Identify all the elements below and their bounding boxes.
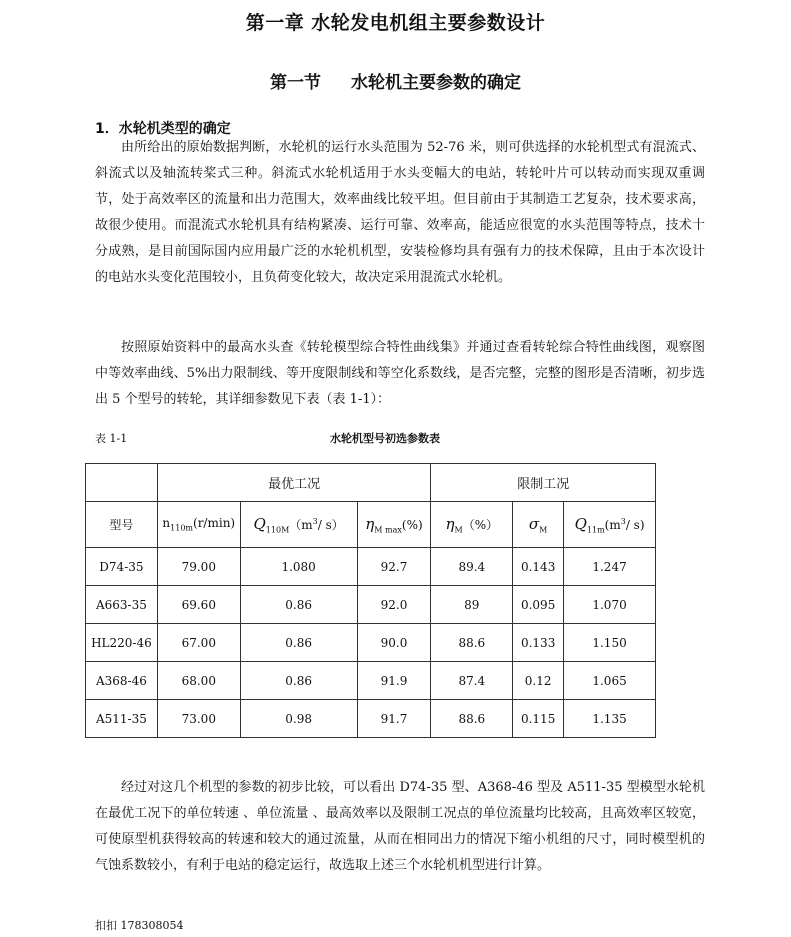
cell-model: D74-35 — [86, 548, 158, 586]
cell-eta-m: 88.6 — [431, 624, 513, 662]
turbine-parameters-table — [85, 463, 656, 738]
section-number: 第一节 — [270, 73, 321, 93]
cell-eta-max: 91.9 — [357, 662, 431, 700]
page-footer-contact: 扣扣 178308054 — [95, 919, 184, 932]
header-optimal-condition: 最优工况 — [157, 464, 431, 502]
cell-eta-m: 88.6 — [431, 700, 513, 738]
cell-n110: 79.00 — [157, 548, 240, 586]
cell-q11: 1.247 — [564, 548, 656, 586]
table-caption: 水轮机型号初选参数表 — [330, 432, 440, 445]
header-limit-efficiency: $\eta_M(\%)$ — [431, 502, 513, 548]
cell-q11: 1.065 — [564, 662, 656, 700]
table-row — [86, 548, 656, 586]
paragraph-selection-method: 按照原始资料中的最高水头查《转轮模型综合特性曲线集》并通过查看转轮综合特性曲线图，观察图中等效率曲线、5%出力限制线、等开度限制线和等空化系数线，是否完整，完整的图形是否清晰，初步选出 5 个型号的转轮，其详细参数见下表（表 1-1）： — [95, 340, 705, 407]
cell-model: A368-46 — [86, 662, 158, 700]
cell-eta-m: 87.4 — [431, 662, 513, 700]
subheading-turbine-type: 1．水轮机类型的确定 — [95, 121, 231, 137]
cell-sigma: 0.143 — [513, 548, 564, 586]
cell-q11: 1.150 — [564, 624, 656, 662]
table-row — [86, 662, 656, 700]
header-blank — [86, 464, 158, 502]
chapter-title: 第一章 水轮发电机组主要参数设计 — [245, 12, 546, 34]
cell-q11: 1.135 — [564, 700, 656, 738]
table-row — [86, 624, 656, 662]
table-row — [86, 700, 656, 738]
cell-model: HL220-46 — [86, 624, 158, 662]
cell-model: A663-35 — [86, 586, 158, 624]
header-cavitation-coefficient: $\sigma_M$ — [513, 502, 564, 548]
cell-q110: 0.86 — [240, 586, 357, 624]
cell-sigma: 0.133 — [513, 624, 564, 662]
header-model: 型号 — [86, 502, 158, 548]
section-title — [0, 68, 791, 93]
cell-eta-m: 89 — [431, 586, 513, 624]
paragraph-comparison-conclusion: 经过对这几个机型的参数的初步比较，可以看出 D74-35 型、A368-46 型及 A511-35 型模型水轮机在最优工况下的单位转速 、单位流量 、最高效率以及限制工况点的单位流量均比较高，且高效率区较宽，可使原型机获得较高的转速和较大的通过流量，从而在相同出力的情况下缩小机组的尺寸，同时模型机的气蚀系数较小，有利于电站的稳定运行，故选取上述三个水轮机机型进行计算。 — [95, 780, 705, 873]
cell-eta-max: 90.0 — [357, 624, 431, 662]
cell-model: A511-35 — [86, 700, 158, 738]
cell-n110: 73.00 — [157, 700, 240, 738]
header-unit-flow: $Q_{110M}(m^3/$ s） — [240, 502, 357, 548]
cell-eta-max: 92.7 — [357, 548, 431, 586]
cell-eta-max: 91.7 — [357, 700, 431, 738]
header-unit-speed: $n_{110m}(r/\min)$ — [157, 502, 240, 548]
table-number: 表 1-1 — [95, 432, 128, 445]
cell-q110: 0.86 — [240, 624, 357, 662]
cell-n110: 69.60 — [157, 586, 240, 624]
table-row — [86, 586, 656, 624]
cell-n110: 68.00 — [157, 662, 240, 700]
header-limit-unit-flow: $Q_{11m}(m^3/$ s) — [564, 502, 656, 548]
cell-eta-max: 92.0 — [357, 586, 431, 624]
cell-sigma: 0.095 — [513, 586, 564, 624]
header-limit-condition: 限制工况 — [431, 464, 656, 502]
header-max-efficiency: $\eta_{M max}(\%)$ — [357, 502, 431, 548]
section-name: 水轮机主要参数的确定 — [351, 73, 521, 93]
cell-q11: 1.070 — [564, 586, 656, 624]
cell-eta-m: 89.4 — [431, 548, 513, 586]
cell-q110: 0.98 — [240, 700, 357, 738]
paragraph-turbine-type: 由所给出的原始数据判断，水轮机的运行水头范围为 52-76 米，则可供选择的水轮机型式有混流式、斜流式以及轴流转桨式三种。斜流式水轮机适用于水头变幅大的电站，转轮叶片可以转动而实现双重调节，处于高效率区的流量和出力范围大，效率曲线比较平坦。但目前由于其制造工艺复杂，技术要求高，故很少使用。而混流式水轮机具有结构紧凑、运行可靠、效率高，能适应很宽的水头范围等特点，技术十分成熟，是目前国际国内应用最广泛的水轮机机型，安装检修均具有强有力的技术保障，且由于本次设计的电站水头变化范围较小，且负荷变化较大，故决定采用混流式水轮机。 — [95, 140, 705, 285]
cell-n110: 67.00 — [157, 624, 240, 662]
cell-sigma: 0.12 — [513, 662, 564, 700]
cell-q110: 1.080 — [240, 548, 357, 586]
cell-sigma: 0.115 — [513, 700, 564, 738]
cell-q110: 0.86 — [240, 662, 357, 700]
